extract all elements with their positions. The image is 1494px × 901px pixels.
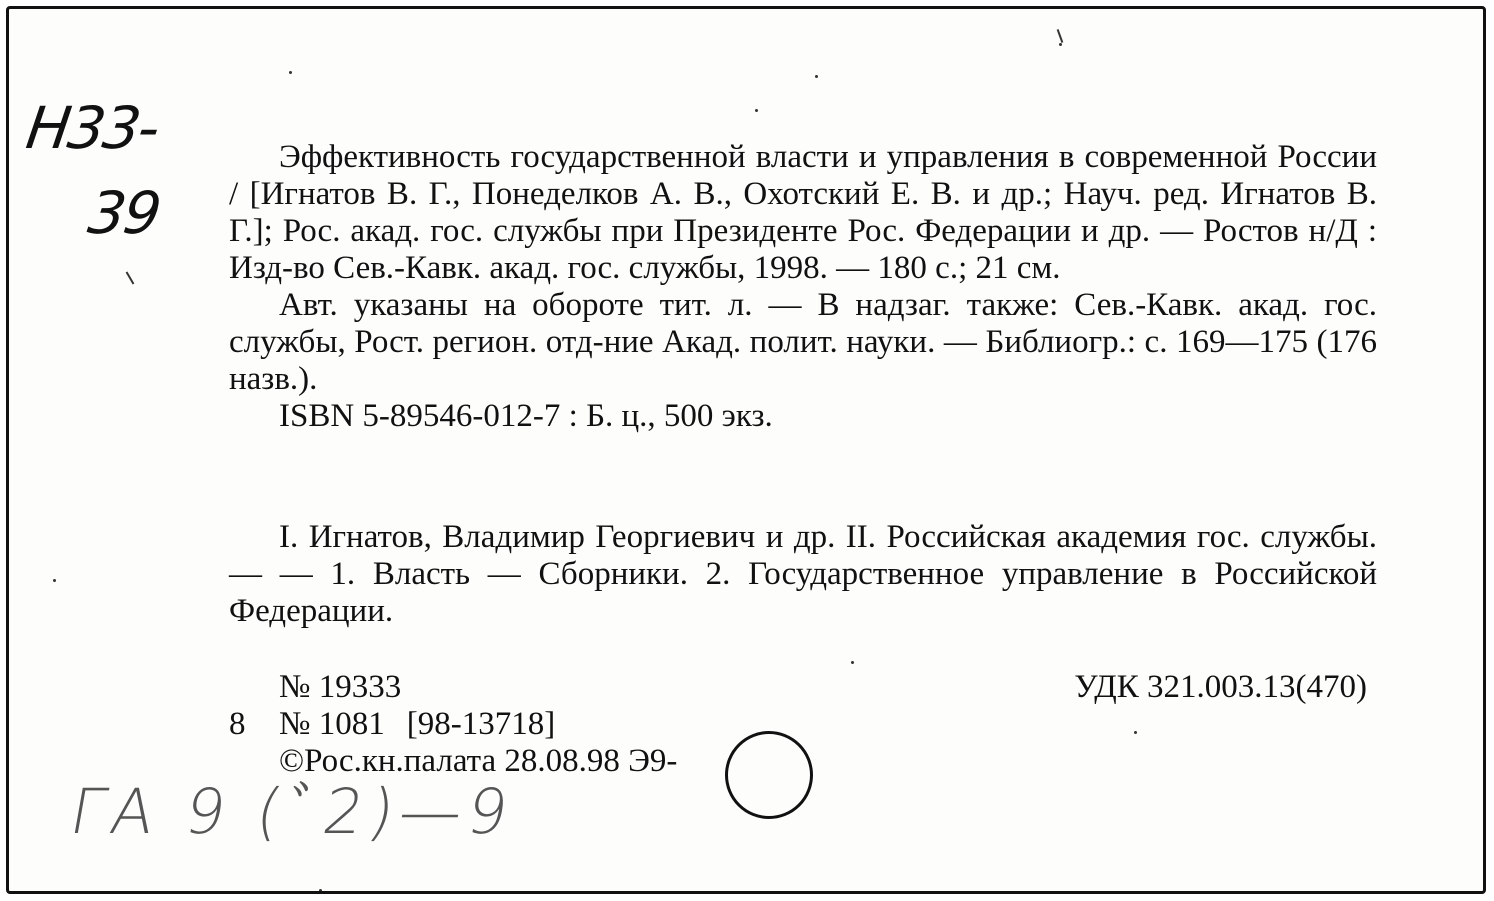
circle-stamp-mark bbox=[725, 731, 813, 819]
handwritten-inventory-code: ГА 9 (ﾞ2)—9 bbox=[64, 775, 520, 848]
copy-count: 8 bbox=[229, 706, 246, 742]
scan-speck bbox=[53, 579, 56, 582]
scan-speck bbox=[851, 661, 854, 664]
scan-mark bbox=[126, 271, 135, 284]
catalog-card bbox=[6, 6, 1486, 894]
copy-line bbox=[229, 706, 555, 743]
scan-speck bbox=[319, 889, 322, 892]
bibliographic-description bbox=[229, 139, 1377, 435]
notes-paragraph: Авт. указаны на обороте тит. л. — В надзаг. также: Сев.-Кавк. акад. гос. службы, Рост. регион. отд-ние Акад. полит. науки. — Библиогр.: с. 169—175 (176 назв.). bbox=[229, 287, 1377, 397]
handwritten-shelf-number: 39 bbox=[84, 179, 164, 247]
scan-speck bbox=[815, 75, 818, 78]
scan-speck bbox=[755, 109, 758, 112]
record-number: № 19333 bbox=[279, 669, 402, 705]
handwritten-shelf-code: Н33- bbox=[22, 94, 163, 162]
isbn-paragraph: ISBN 5-89546-012-7 : Б. ц., 500 экз. bbox=[279, 398, 773, 434]
scan-speck bbox=[1059, 43, 1062, 46]
book-chamber-stamp: ©Рос.кн.палата 28.08.98 Э9- bbox=[279, 743, 678, 779]
udk-code: УДК 321.003.13(470) bbox=[1074, 669, 1367, 705]
scan-speck bbox=[289, 71, 292, 74]
subject-headings bbox=[229, 519, 1377, 630]
scan-speck bbox=[1134, 731, 1137, 734]
second-number: № 1081 bbox=[279, 706, 385, 742]
subject-paragraph: I. Игнатов, Владимир Георгиевич и др. II. Российская академия гос. службы. — — 1. Власть — Сборники. 2. Государственное управление в Российской Федерации. bbox=[229, 519, 1377, 629]
main-description-paragraph: Эффективность государственной власти и управления в современной России / [Игнатов В. Г., Понеделков А. В., Охотский Е. В. и др.; Науч. ред. Игнатов В. Г.]; Рос. акад. гос. службы при Президенте Рос. Федерации и др. — Ростов н/Д : Изд-во Сев.-Кавк. акад. гос. службы, 1998. — 180 с.; 21 см. bbox=[229, 139, 1377, 286]
scan-mark bbox=[1057, 29, 1064, 43]
bracket-code: [98-13718] bbox=[406, 706, 556, 742]
